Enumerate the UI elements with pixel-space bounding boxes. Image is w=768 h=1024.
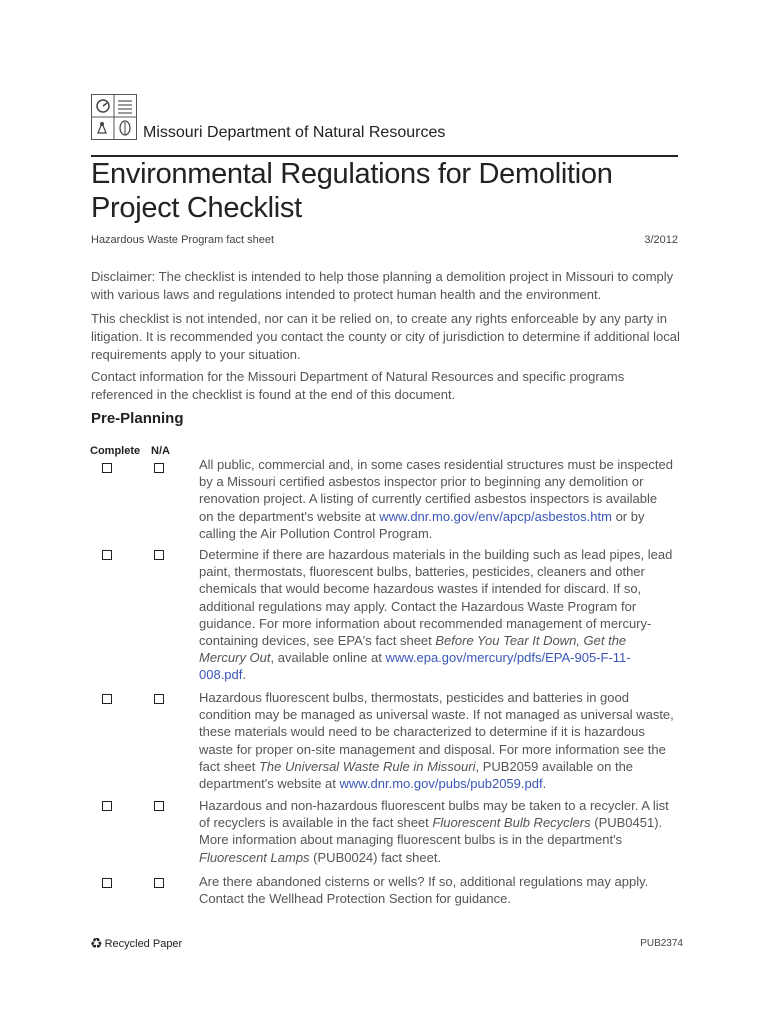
disclaimer-paragraph: Disclaimer: The checklist is intended to help those planning a demolition project in Missouri to comply with various laws and regulations intended to protect human health and the environment. [91, 269, 674, 302]
na-checkbox[interactable] [154, 463, 164, 473]
checklist-item: Hazardous fluorescent bulbs, thermostats, pesticides and batteries in good condition may be managed as universal waste. If not managed as universal waste, these materials would need to be characterized to determine if it is hazardous waste for proper on-site management and disposal. For more information see the fact sheet The Universal Waste Rule in Missouri, PUB2059 available on the department's website at www.dnr.mo.gov/pubs/pub2059.pdf. [199, 690, 674, 792]
intro-paragraph: This checklist is not intended, nor can it be relied on, to create any rights enforceable by any party in litigation. It is recommended you contact the county or city of jurisdiction to determine if additional local requirements apply to your situation. [91, 311, 680, 362]
universal-waste-link[interactable]: www.dnr.mo.gov/pubs/pub2059.pdf [339, 776, 543, 792]
recycle-icon: ♻ [90, 935, 103, 951]
recycled-paper-note: ♻ Recycled Paper [90, 935, 183, 951]
publication-number: PUB2374 [640, 938, 683, 949]
complete-checkbox[interactable] [102, 878, 112, 888]
program-label: Hazardous Waste Program fact sheet [91, 234, 275, 246]
column-header-na: N/A [151, 445, 170, 457]
contact-paragraph: Contact information for the Missouri Department of Natural Resources and specific programs referenced in the checklist is found at the end of this document. [91, 369, 625, 402]
checklist-item: Are there abandoned cisterns or wells? If so, additional regulations may apply. Contact the Wellhead Protection Section for guidance. [199, 874, 649, 907]
dnr-logo [91, 94, 137, 140]
complete-checkbox[interactable] [102, 463, 112, 473]
na-checkbox[interactable] [154, 550, 164, 560]
section-title: Pre-Planning [91, 410, 184, 427]
title-line: Project Checklist [91, 192, 302, 224]
asbestos-link[interactable]: www.dnr.mo.gov/env/apcp/asbestos.htm [379, 508, 612, 524]
complete-checkbox[interactable] [102, 801, 112, 811]
na-checkbox[interactable] [154, 878, 164, 888]
na-checkbox[interactable] [154, 801, 164, 811]
publication-date: 3/2012 [644, 234, 678, 246]
dnr-logo-icon [92, 95, 136, 139]
checklist-item: All public, commercial and, in some cases residential structures must be inspected by a Missouri certified asbestos inspector prior to beginning any demolition or renovation project. A listing of currently certified asbestos inspectors is available on the department's website at www.dnr.mo.gov/env/apcp/asbestos.htm or by calling the Air Pollution Control Program. [199, 457, 673, 541]
complete-checkbox[interactable] [102, 550, 112, 560]
title-line: Environmental Regulations for Demolition [91, 158, 613, 190]
complete-checkbox[interactable] [102, 694, 112, 704]
checklist-item: Hazardous and non-hazardous fluorescent bulbs may be taken to a recycler. A list of recyclers is available in the fact sheet Fluorescent Bulb Recyclers (PUB0451). More information about managing fluorescent bulbs is in the department's Fluorescent Lamps (PUB0024) fact sheet. [199, 798, 669, 865]
na-checkbox[interactable] [154, 694, 164, 704]
epa-mercury-link[interactable]: www.epa.gov/mercury/pdfs/EPA-905-F-11-008.pdf [199, 650, 631, 683]
column-header-complete: Complete [90, 445, 141, 457]
organization-name: Missouri Department of Natural Resources [143, 124, 446, 141]
checklist-item: Determine if there are hazardous materials in the building such as lead pipes, lead paint, thermostats, fluorescent bulbs, batteries, pesticides, cleaners and other chemicals that would become hazardous wastes if intended for discard. If so, additional regulations may apply. Contact the Hazardous Waste Program for guidance. For more information about recommended management of mercury-containing devices, see EPA's fact sheet Before You Tear It Down, Get the Mercury Out, available online at www.epa.gov/mercury/pdfs/EPA-905-F-11-008.pdf. [199, 547, 673, 683]
document-subheader [91, 234, 678, 246]
document-title [91, 157, 613, 225]
